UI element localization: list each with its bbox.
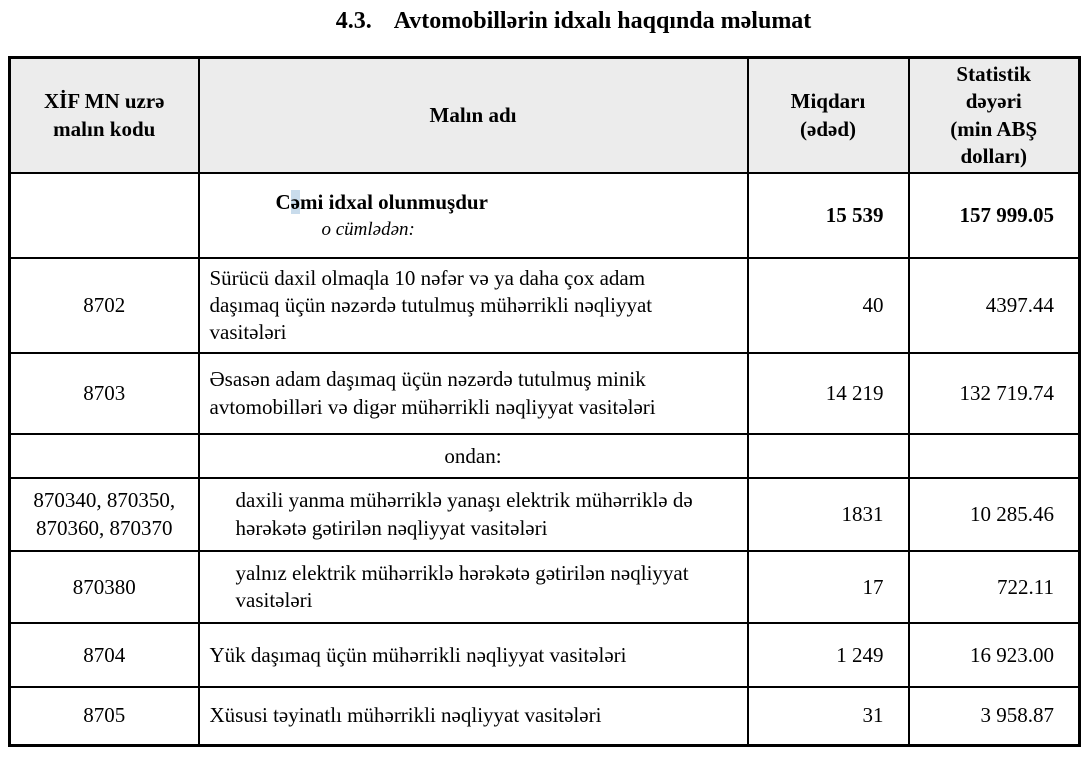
total-code-cell (10, 173, 199, 258)
row-code: 870340, 870350, 870360, 870370 (10, 478, 199, 551)
table-row (10, 478, 1080, 551)
row-name: Əsasən adam daşımaq üçün nəzərdə tutulmuş minik avtomobilləri və digər mühərrikli nəqliyyat vasitələri (199, 353, 748, 434)
table-row (10, 687, 1080, 745)
total-label-prefix: C (275, 189, 291, 214)
header-code-line1: XİF MN uzrə (43, 89, 165, 114)
row-code: 8702 (10, 258, 199, 353)
total-subnote: o cümlədən: (321, 218, 415, 240)
total-name-cell (199, 173, 748, 258)
header-quantity-line1: Miqdarı (790, 89, 866, 114)
row-code (10, 434, 199, 478)
table-row (10, 353, 1080, 434)
total-row (10, 173, 1080, 258)
column-header-name (199, 58, 748, 174)
header-quantity-line2: (ədəd) (800, 116, 856, 141)
row-value: 16 923.00 (909, 623, 1080, 687)
row-value: 722.11 (909, 551, 1080, 623)
table-row (10, 551, 1080, 623)
column-header-value (909, 58, 1080, 174)
row-quantity: 1 249 (748, 623, 909, 687)
row-value: 4397.44 (909, 258, 1080, 353)
row-name: Sürücü daxil olmaqla 10 nəfər və ya daha çox adam daşımaq üçün nəzərdə tutulmuş mühərrikli nəqliyyat vasitələri (199, 258, 748, 353)
header-value-line2: dəyəri (965, 89, 1022, 114)
total-label-rest: mi idxal olunmuşdur (300, 189, 488, 214)
header-value-line4: dolları) (960, 143, 1027, 168)
header-row (10, 58, 1080, 174)
column-header-code (10, 58, 199, 174)
header-value-line1: Statistik (956, 62, 1032, 86)
row-quantity: 40 (748, 258, 909, 353)
row-code: 8704 (10, 623, 199, 687)
header-code-line2: malın kodu (53, 116, 156, 141)
total-label (210, 189, 719, 216)
row-value: 132 719.74 (909, 353, 1080, 434)
row-value: 3 958.87 (909, 687, 1080, 745)
imports-table (8, 56, 1081, 747)
row-code: 8705 (10, 687, 199, 745)
section-title-text: Avtomobillərin idxalı haqqında məlumat (393, 8, 812, 34)
row-name: daxili yanma mühərriklə yanaşı elektrik mühərriklə də hərəkətə gətirilən nəqliyyat vasitələri (199, 478, 748, 551)
table-row (10, 623, 1080, 687)
total-value: 157 999.05 (909, 173, 1080, 258)
column-header-quantity (748, 58, 909, 174)
header-name-label: Malın adı (429, 102, 517, 127)
section-number: 4.3. (335, 8, 372, 34)
row-quantity (748, 434, 909, 478)
total-quantity: 15 539 (748, 173, 909, 258)
subgroup-row (10, 434, 1080, 478)
total-label-highlighted-char: ə (290, 189, 300, 214)
row-code: 8703 (10, 353, 199, 434)
row-value: 10 285.46 (909, 478, 1080, 551)
row-quantity: 1831 (748, 478, 909, 551)
header-value-line3: (min ABŞ (950, 116, 1038, 141)
row-quantity: 31 (748, 687, 909, 745)
row-name: Xüsusi təyinatlı mühərrikli nəqliyyat vasitələri (199, 687, 748, 745)
row-quantity: 14 219 (748, 353, 909, 434)
row-name: yalnız elektrik mühərriklə hərəkətə gətirilən nəqliyyat vasitələri (199, 551, 748, 623)
page-title (0, 5, 1085, 37)
subgroup-label: ondan: (199, 434, 748, 478)
row-name: Yük daşımaq üçün mühərrikli nəqliyyat vasitələri (199, 623, 748, 687)
row-code: 870380 (10, 551, 199, 623)
table-row (10, 258, 1080, 353)
row-quantity: 17 (748, 551, 909, 623)
row-value (909, 434, 1080, 478)
